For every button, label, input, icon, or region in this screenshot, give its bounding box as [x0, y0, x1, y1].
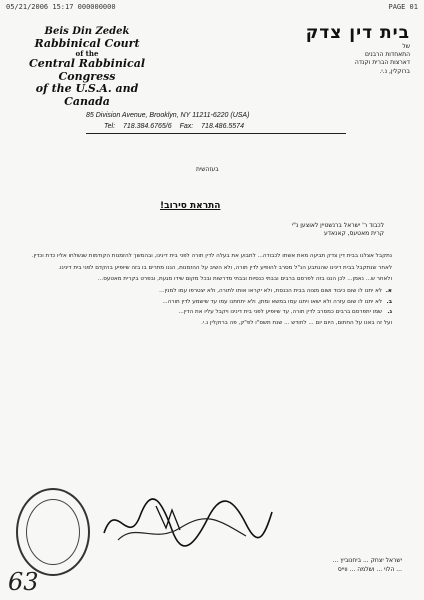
list-item-number: ג.	[387, 309, 392, 316]
letterhead-english	[12, 26, 162, 109]
court-address: 85 Division Avenue, Brooklyn, NY 11211-6220 (USA)	[86, 112, 250, 119]
recipient-block	[164, 222, 384, 238]
court-name-en: Beis Din Zedek	[44, 26, 130, 37]
body-paragraph: נתקבל אצלנו בבית דין צדק תביעה מאת אשתו לכבודה... לתבוע את בעלה לדין תורה לפני בית דינינו, ובהמשך להזמנות הקודמות שנשלחו אליו כדת וכדין.	[31, 253, 392, 259]
of-the-label: of the	[75, 49, 99, 59]
divider	[86, 133, 346, 134]
closing-paragraph: ועל זה באנו על החתום, היום יום ... לחודש ... שנת תשס"ו לפ"ק, פה ברוקלין נ.י.	[201, 319, 392, 326]
contact-numbers	[104, 123, 344, 130]
signer-line: ... הלוי ... ושלמה ... ווייס	[337, 566, 402, 573]
handwritten-number: 63	[8, 568, 39, 596]
letterhead-he-line: ברוקלין, נ.י.	[379, 67, 410, 75]
seal-inner-ring	[26, 499, 80, 565]
fax-page-number: PAGE 01	[388, 3, 418, 11]
list-item	[30, 308, 392, 317]
recipient-name: לכבוד ר' ישראל ברנשטיין לאוצען נ"י	[291, 222, 384, 229]
document-title: התראת סירוב!	[160, 201, 221, 211]
list-item	[30, 298, 392, 307]
fax-number: Fax: 718.486.5574	[179, 123, 244, 130]
document-body	[30, 252, 392, 331]
list-item-text: לא יתנו לו שום כיבוד ושום מצוה בבית הכנסת, ולא יקראו אותו לתורה, ולא יצטרפו עמו למנין...	[159, 287, 382, 294]
body-paragraph: לאחר שנתקבל בבית דינינו שהנתבע הנ"ל מסרב להופיע לדין תורה, ולא השיב על ההזמנות, הננו מתרים בו בזה שיופיע בהקדם לפני בית דינינו.	[58, 264, 392, 271]
letterhead-he-line: התאחדות הרבנים	[364, 51, 410, 59]
court-subtitle-en: Rabbinical Court	[34, 36, 140, 50]
list-item	[30, 287, 392, 296]
letterhead-he-line: דארצות הברית וקנדה	[354, 59, 410, 67]
signer-line: ישראל יצחק ... ביחנוביץ ...	[332, 557, 402, 564]
court-seal	[16, 488, 90, 576]
signer-names	[222, 556, 402, 574]
list-item-text: שמו יתפרסם ברבים כמסרב לדין תורה, עד שיופיע לפני בית דינינו ויקבל עליו את הדין...	[178, 309, 382, 316]
fax-timestamp: 05/21/2006 15:17 000000000	[6, 3, 116, 11]
signature-scribbles	[96, 488, 276, 558]
recipient-location: קרית מאטעס, קאנאדע	[324, 230, 384, 238]
court-name-he: בית דין צדק	[305, 23, 410, 43]
body-paragraph: ולאחר ש... נאמן... לכן הננו בזה לפרסם ברבים ובבתי כנסיות ובבתי מדרשות ובכל מקום שידו מגעת, ובפרט בקרית מאטעס...	[97, 276, 392, 283]
letterhead-hebrew	[270, 24, 410, 76]
telephone: Tel: 718.384.6765/6	[104, 123, 172, 130]
fax-header	[6, 3, 418, 13]
list-item-number: ב.	[386, 298, 392, 305]
letterhead-he-line: של	[402, 42, 410, 50]
list-item-number: א.	[385, 287, 392, 294]
list-item-text: לא יתנו לו שום עזרה ולא ישאו ויתנו עמו במשא ומתן, ולא יתחתנו עמו עד שישמע לדין תורה...	[162, 298, 382, 305]
signatures	[96, 488, 276, 558]
date-line: בעזהשית	[196, 166, 219, 173]
congress-name-en: Central Rabbinical Congress	[28, 57, 146, 83]
country-en: of the U.S.A. and Canada	[35, 82, 139, 109]
